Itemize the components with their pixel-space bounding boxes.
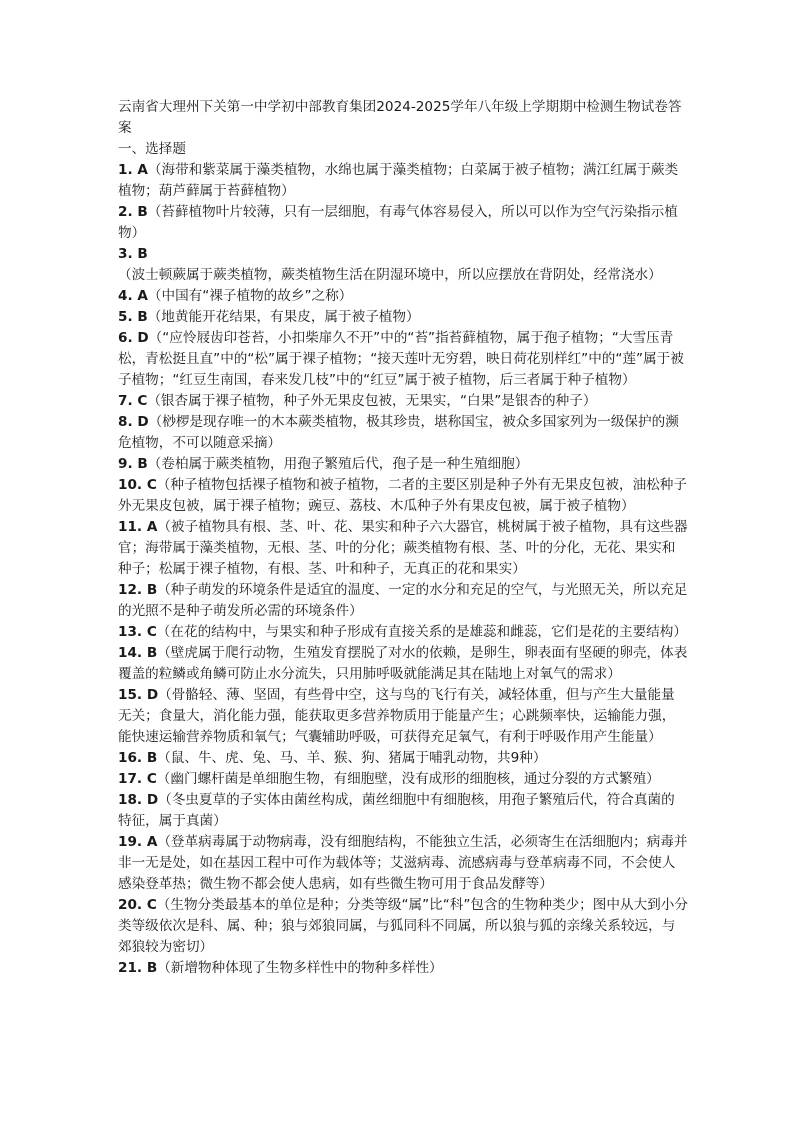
answer-item — [118, 769, 688, 790]
answer-item — [118, 685, 688, 748]
answer-item — [118, 643, 688, 685]
answer-number: 3. B — [118, 246, 148, 262]
answer-item — [118, 202, 688, 244]
answer-explanation: （苔藓植物叶片较薄，只有一层细胞，有毒气体容易侵入，所以可以作为空气污染指示植物） — [118, 204, 678, 241]
answer-item — [118, 454, 688, 475]
answer-explanation: （海带和紫菜属于藻类植物，水绵也属于藻类植物；白菜属于被子植物；满江红属于蕨类植物；葫芦藓属于苔藓植物） — [118, 162, 679, 199]
section-heading: 一、选择题 — [118, 141, 186, 157]
answer-item — [118, 286, 688, 307]
answer-explanation: （被子植物具有根、茎、叶、花、果实和种子六大器官，桃树属于被子植物，具有这些器官；海带属于藻类植物，无根、茎、叶的分化；蕨类植物有根、茎、叶的分化，无花、果实和种子；松属于裸子植物，有根、茎、叶和种子，无真正的花和果实） — [118, 519, 688, 577]
answer-number: 10. C — [118, 477, 157, 493]
answer-explanation: （新增物种体现了生物多样性中的物种多样性） — [157, 960, 443, 976]
answer-explanation: （桫椤是现存唯一的木本蕨类植物，极其珍贵，堪称国宝，被众多国家列为一级保护的濒危植物，不可以随意采摘） — [118, 414, 679, 451]
answer-number: 1. A — [118, 162, 148, 178]
answer-item — [118, 475, 688, 517]
answer-number: 21. B — [118, 960, 158, 976]
answer-explanation: （地黄能开花结果，有果皮，属于被子植物） — [147, 309, 420, 325]
answer-item — [118, 790, 688, 832]
answer-explanation: （幽门螺杆菌是单细胞生物，有细胞壁，没有成形的细胞核，通过分裂的方式繁殖） — [156, 771, 660, 787]
answer-explanation: （壁虎属于爬行动物，生殖发育摆脱了对水的依赖，是卵生，卵表面有坚硬的卵壳，体表覆盖的粒鳞或角鳞可防止水分流失，只用肺呼吸就能满足其在陆地上对氧气的需求） — [118, 645, 688, 682]
answer-explanation: （冬虫夏草的子实体由菌丝构成，菌丝细胞中有细胞核，用孢子繁殖后代，符合真菌的特征，属于真菌） — [118, 792, 675, 829]
answer-number: 17. C — [118, 771, 157, 787]
answer-number: 14. B — [118, 645, 158, 661]
answer-number: 2. B — [118, 204, 148, 220]
answer-item — [118, 580, 688, 622]
answer-item — [118, 832, 688, 895]
answer-number: 6. D — [118, 330, 149, 346]
answer-explanation: （波士顿蕨属于蕨类植物，蕨类植物生活在阴湿环境中，所以应摆放在背阴处，经常浇水） — [118, 267, 662, 283]
answer-explanation: （卷柏属于蕨类植物，用孢子繁殖后代，孢子是一种生殖细胞） — [147, 456, 529, 472]
answer-item — [118, 160, 688, 202]
answer-number: 9. B — [118, 456, 148, 472]
answer-explanation: （“应怜屐齿印苍苔，小扣柴扉久不开”中的“苔”指苔藓植物，属于孢子植物；“大雪压青松，青松挺且直”中的“松”属于裸子植物；“接天莲叶无穷碧，映日荷花别样红”中的“莲”属于被子植物；“红豆生南国，春来发几枝”中的“红豆”属于被子植物，后三者属于种子植物） — [118, 330, 684, 388]
answer-item — [118, 307, 688, 328]
answer-item — [118, 328, 688, 391]
answer-item — [118, 622, 688, 643]
answer-number: 7. C — [118, 393, 148, 409]
answer-explanation: （银杏属于裸子植物，种子外无果皮包被，无果实，“白果”是银杏的种子） — [147, 393, 597, 409]
answer-number: 20. C — [118, 897, 157, 913]
answer-number: 12. B — [118, 582, 158, 598]
answer-number: 5. B — [118, 309, 148, 325]
answer-explanation: （鼠、牛、虎、兔、马、羊、猴、狗、猪属于哺乳动物，共9种） — [157, 750, 547, 766]
answer-number: 18. D — [118, 792, 159, 808]
answer-item — [118, 391, 688, 412]
answer-number: 19. A — [118, 834, 158, 850]
answer-explanation: （种子萌发的环境条件是适宜的温度、一定的水分和充足的空气，与光照无关，所以充足的光照不是种子萌发所必需的环境条件） — [118, 582, 688, 619]
answer-item — [118, 895, 688, 958]
answer-item — [118, 244, 688, 286]
answer-item — [118, 748, 688, 769]
answer-number: 4. A — [118, 288, 148, 304]
answer-number: 8. D — [118, 414, 149, 430]
answer-explanation: （中国有“裸子植物的故乡”之称） — [147, 288, 353, 304]
answer-number: 13. C — [118, 624, 157, 640]
answer-explanation: （种子植物包括裸子植物和被子植物，二者的主要区别是种子外有无果皮包被，油松种子外无果皮包被，属于裸子植物；豌豆、荔枝、木瓜种子外有果皮包被，属于被子植物） — [118, 477, 687, 514]
document-page — [118, 97, 688, 979]
answer-number: 11. A — [118, 519, 158, 535]
answer-explanation: （骨骼轻、薄、坚固，有些骨中空，这与鸟的飞行有关，减轻体重，但与产生大量能量无关；食量大，消化能力强，能获取更多营养物质用于能量产生；心跳频率快，运输能力强，能快速运输营养物质和氧气；气囊辅助呼吸，可获得充足氧气，有利于呼吸作用产生能量） — [118, 687, 676, 745]
answer-explanation: （在花的结构中，与果实和种子形成有直接关系的是雄蕊和雌蕊，它们是花的主要结构） — [156, 624, 687, 640]
answer-item — [118, 958, 688, 979]
document-title: 云南省大理州下关第一中学初中部教育集团2024-2025学年八年级上学期期中检测生物试卷答案 — [118, 99, 682, 136]
answer-explanation: （登革病毒属于动物病毒，没有细胞结构，不能独立生活，必须寄生在活细胞内；病毒并非一无是处，如在基因工程中可作为载体等；艾滋病毒、流感病毒与登革病毒不同，不会使人感染登革热；微生物不都会使人患病，如有些微生物可用于食品发酵等） — [118, 834, 688, 892]
answer-number: 16. B — [118, 750, 158, 766]
answer-item — [118, 517, 688, 580]
answer-item — [118, 412, 688, 454]
answer-explanation: （生物分类最基本的单位是种；分类等级“属”比“科”包含的生物种类少；图中从大到小分类等级依次是科、属、种；狼与郊狼同属，与狐同科不同属，所以狼与狐的亲缘关系较远，与郊狼较为密切） — [118, 897, 688, 955]
answer-number: 15. D — [118, 687, 159, 703]
